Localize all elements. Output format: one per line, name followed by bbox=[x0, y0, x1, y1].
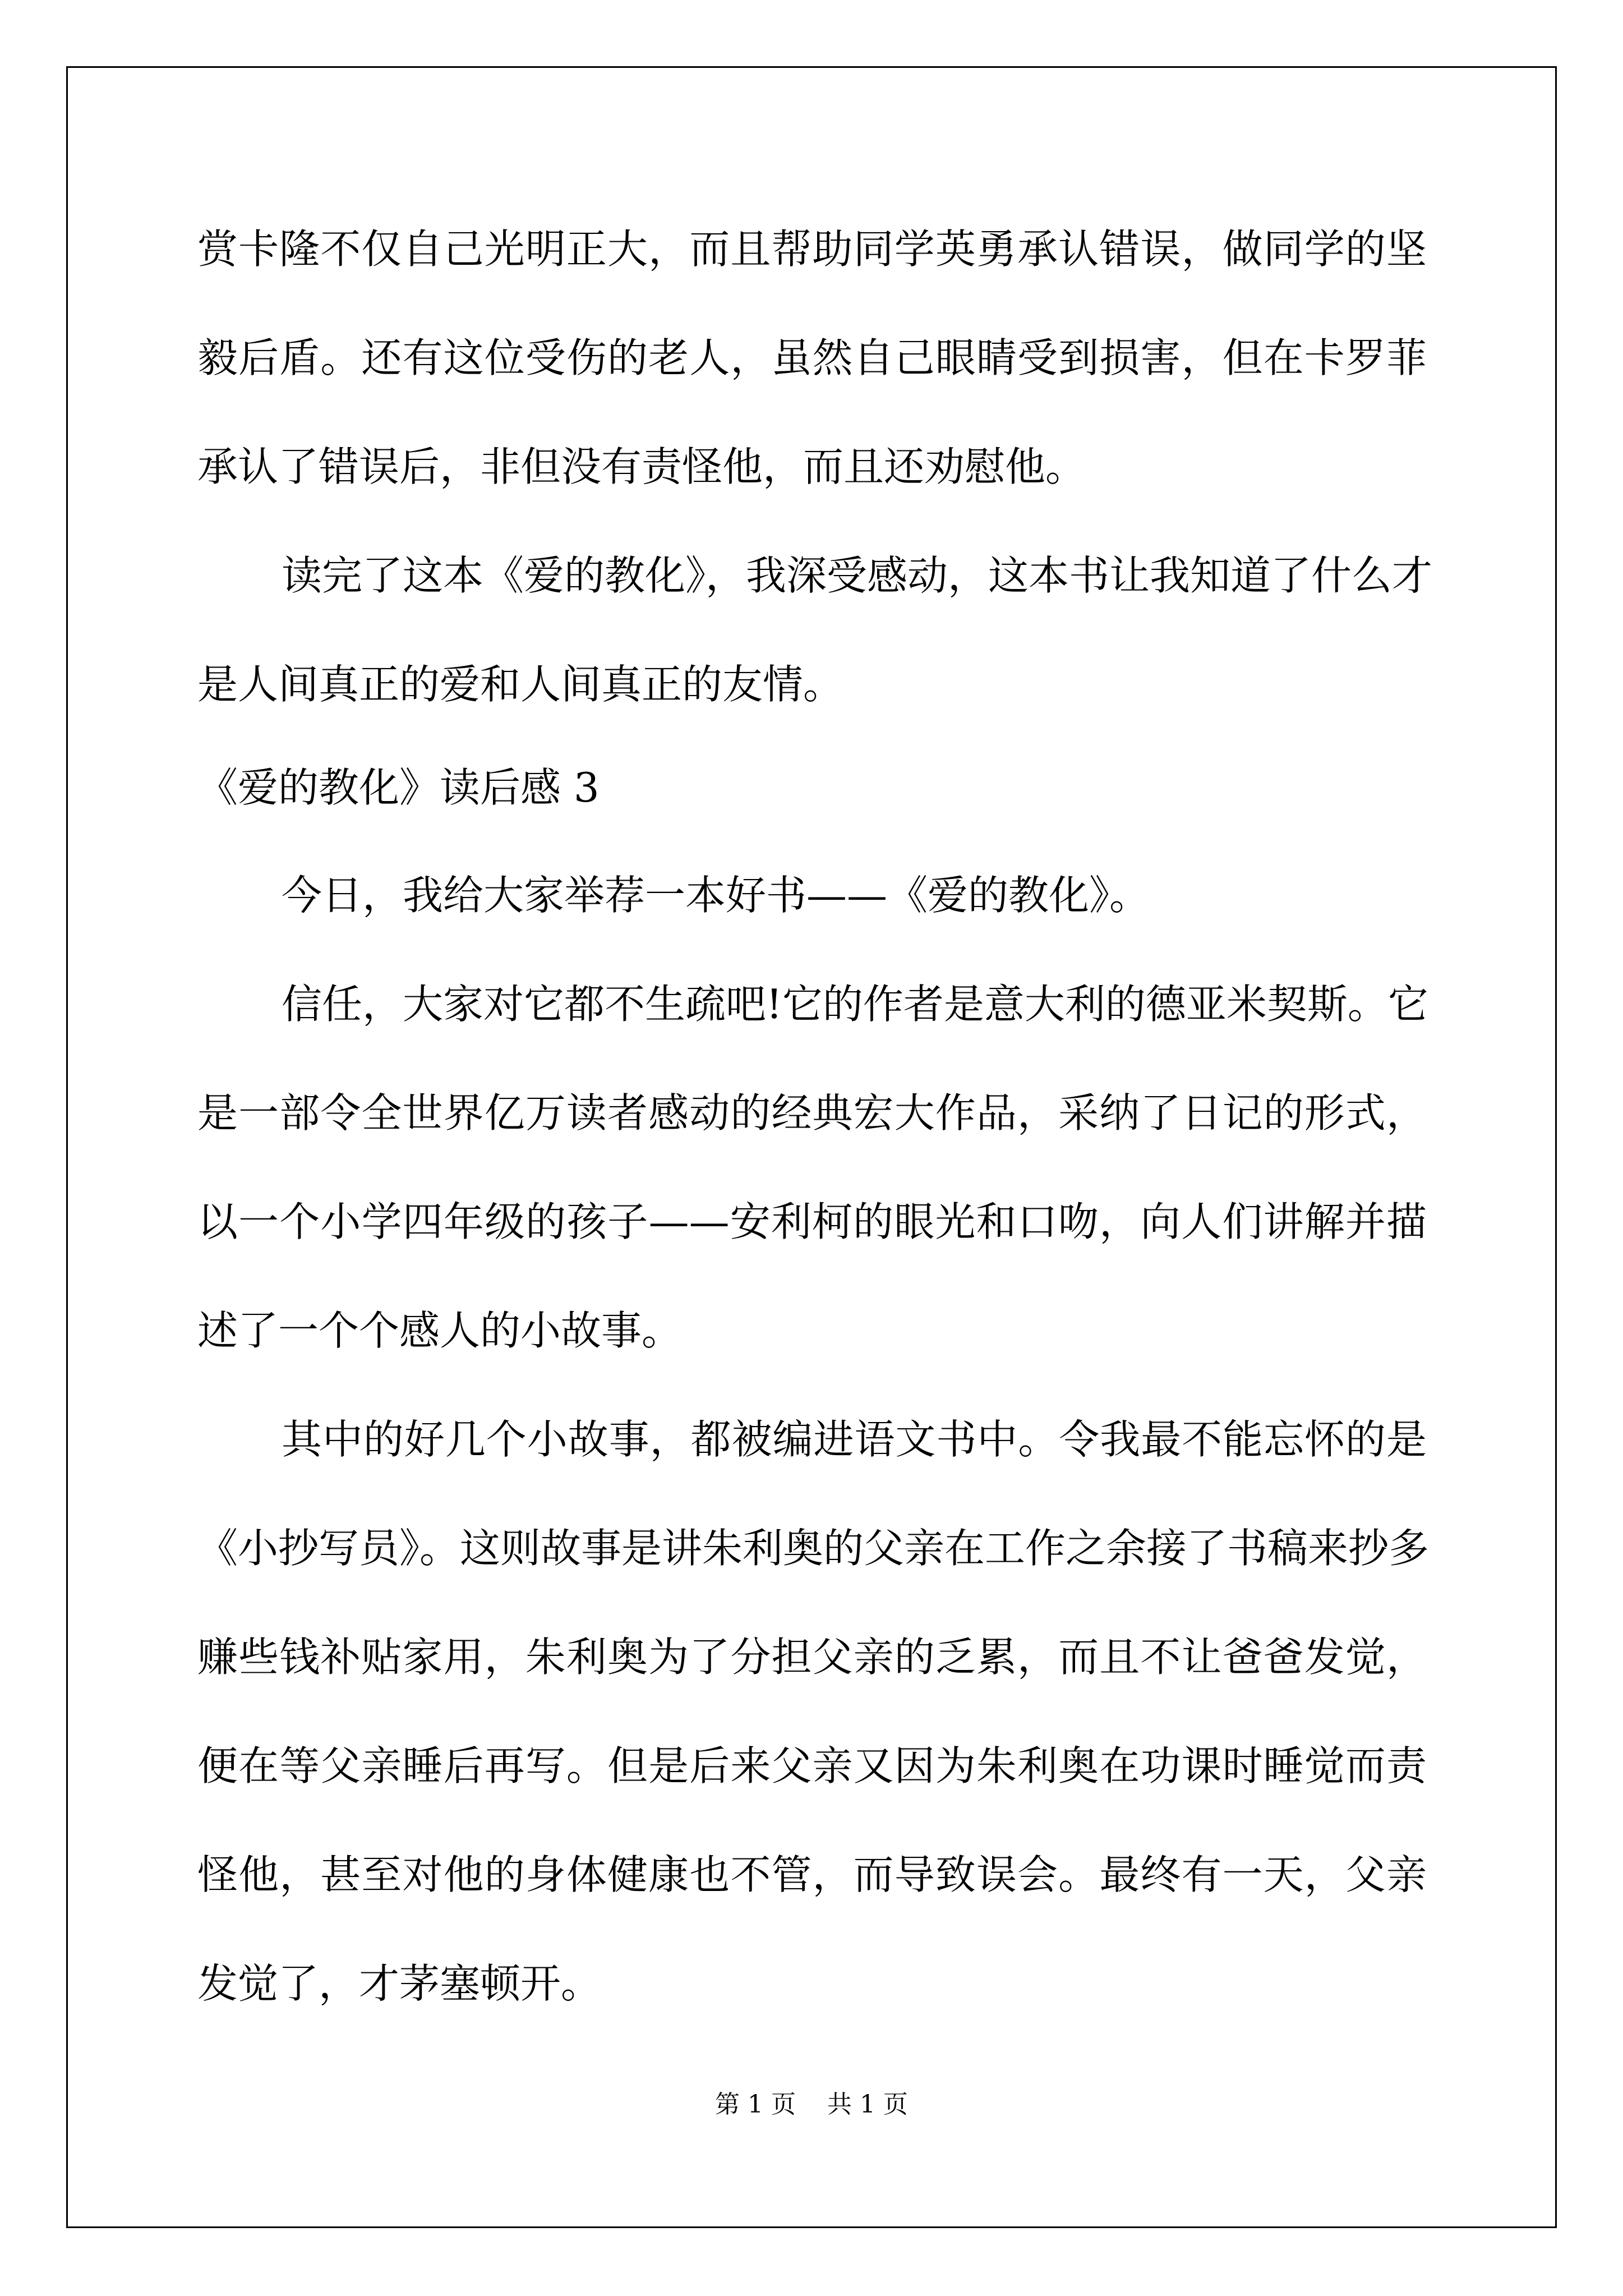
text-line: 发觉了，才茅塞顿开。 bbox=[197, 1960, 602, 2007]
page-border bbox=[66, 66, 1557, 2228]
text-line: 承认了错误后，非但没有责怪他，而且还劝慰他。 bbox=[197, 443, 1086, 490]
text-line: 述了一个个感人的小故事。 bbox=[197, 1307, 683, 1354]
page-footer: 第 1 页 共 1 页 bbox=[715, 2090, 908, 2119]
text-line: 怪他，甚至对他的身体健康也不管，而导致误会。最终有一天，父亲 bbox=[197, 1851, 1427, 1898]
text-line: 赏卡隆不仅自己光明正大，而且帮助同学英勇承认错误，做同学的坚 bbox=[197, 226, 1427, 273]
text-line: 赚些钱补贴家用，朱利奥为了分担父亲的乏累，而且不让爸爸发觉， bbox=[197, 1634, 1427, 1681]
text-line: 以一个小学四年级的孩子——安利柯的眼光和口吻，向人们讲解并描 bbox=[197, 1198, 1427, 1245]
text-line: 是一部令全世界亿万读者感动的经典宏大作品，采纳了日记的形式， bbox=[197, 1089, 1427, 1137]
text-line: 其中的好几个小故事，都被编进语文书中。令我最不能忘怀的是 bbox=[282, 1416, 1427, 1463]
text-line: 信任，大家对它都不生疏吧!它的作者是意大利的德亚米契斯。它 bbox=[282, 981, 1428, 1028]
text-line: 是人间真正的爱和人间真正的友情。 bbox=[197, 661, 844, 708]
text-line: 读完了这本《爱的教化》，我深受感动，这本书让我知道了什么才 bbox=[282, 552, 1433, 599]
section-heading: 《爱的教化》读后感 3 bbox=[197, 764, 600, 811]
text-line: 今日，我给大家举荐一本好书——《爱的教化》。 bbox=[282, 872, 1150, 919]
text-line: 《小抄写员》。这则故事是讲朱利奥的父亲在工作之余接了书稿来抄多 bbox=[197, 1525, 1430, 1572]
text-line: 毅后盾。还有这位受伤的老人，虽然自己眼睛受到损害，但在卡罗菲 bbox=[197, 334, 1427, 381]
text-line: 便在等父亲睡后再写。但是后来父亲又因为朱利奥在功课时睡觉而责 bbox=[197, 1742, 1427, 1789]
